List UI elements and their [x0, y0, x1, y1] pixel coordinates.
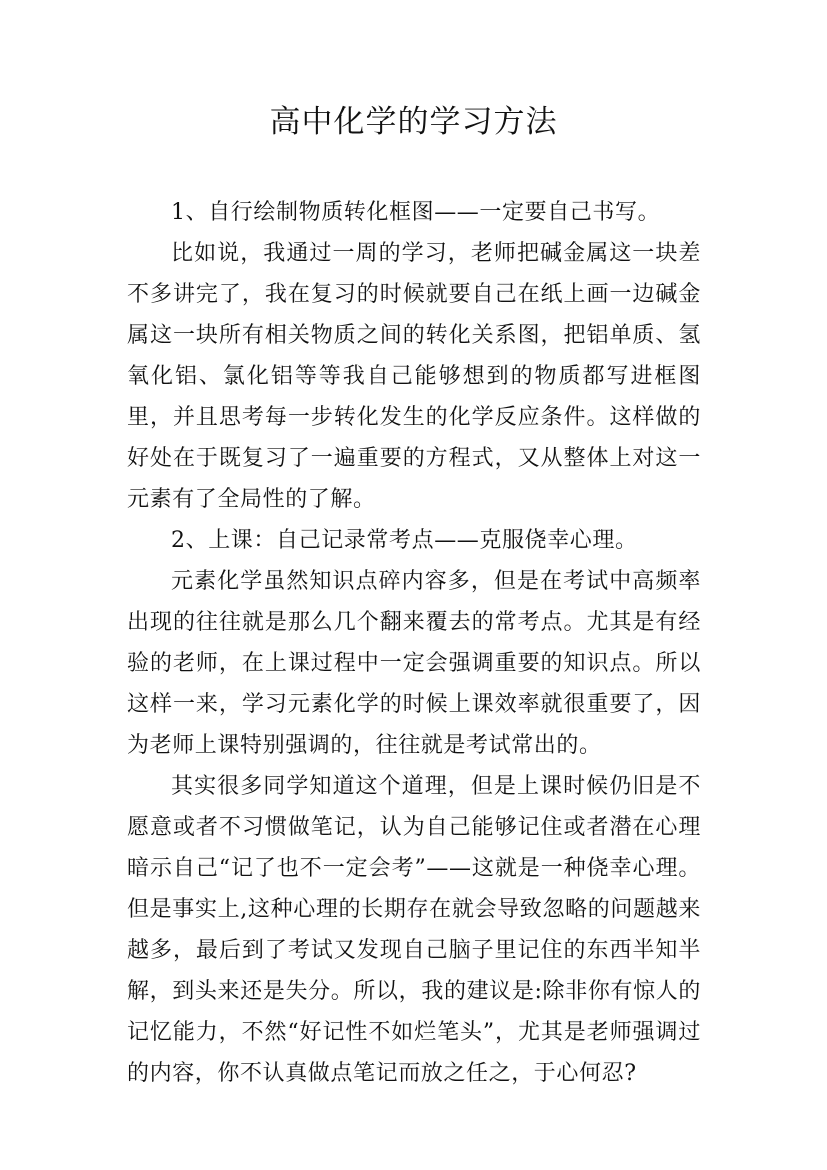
paragraph-section-2-body: 元素化学虽然知识点碎内容多，但是在考试中高频率出现的往往就是那么几个翻来覆去的常考点。尤其是有经验的老师，在上课过程中一定会强调重要的知识点。所以这样一来，学习元素化学的时候上课效率就很重要了，因为老师上课特别强调的，往往就是考试常出的。	[127, 569, 701, 758]
paragraph-section-1-body: 比如说，我通过一周的学习，老师把碱金属这一块差不多讲完了，我在复习的时候就要自己在纸上画一边碱金属这一块所有相关物质之间的转化关系图，把铝单质、氢氧化铝、氯化铝等等我自己能够想到的物质都写进框图里，并且思考每一步转化发生的化学反应条件。这样做的好处在于既复习了一遍重要的方程式，又从整体上对这一元素有了全局性的了解。	[127, 241, 701, 512]
document-title: 高中化学的学习方法	[269, 104, 558, 140]
paragraph-section-2-heading: 2、上课：自己记录常考点——克服侥幸心理。	[171, 528, 638, 553]
paragraph-section-2-body-continued: 其实很多同学知道这个道理，但是上课时候仍旧是不愿意或者不习惯做笔记，认为自己能够记住或者潜在心理暗示自己“记了也不一定会考”——这就是一种侥幸心理。但是事实上,这种心理的长期存在就会导致忽略的问题越来越多，最后到了考试又发现自己脑子里记住的东西半知半解，到头来还是失分。所以，我的建议是:除非你有惊人的记忆能力，不然“好记性不如烂笔头”，尤其是老师强调过的内容，你不认真做点笔记而放之任之，于心何忍?	[127, 774, 701, 1086]
document-body	[127, 192, 701, 1094]
paragraph-section-1-heading: 1、自行绘制物质转化框图——一定要自己书写。	[171, 200, 661, 225]
